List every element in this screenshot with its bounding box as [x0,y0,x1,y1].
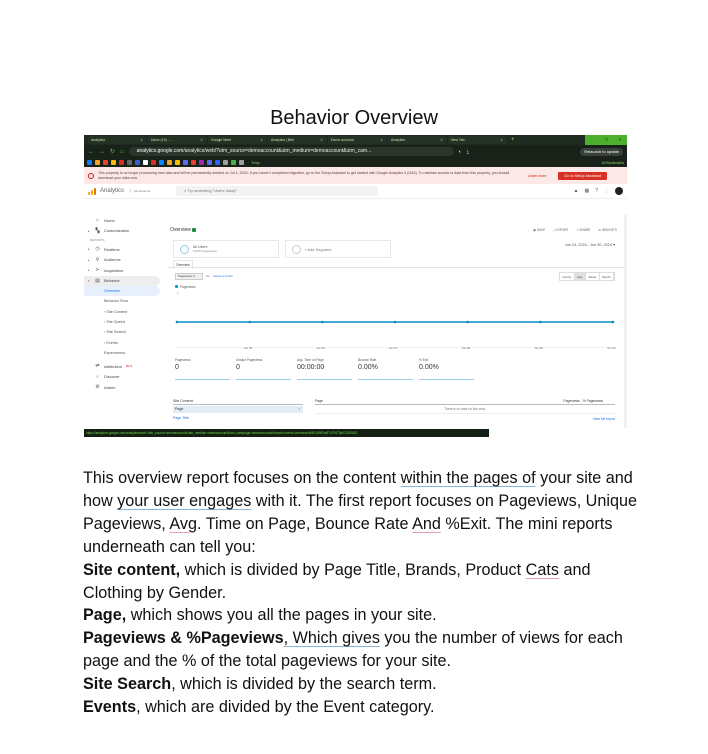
clock-icon: ◷ [95,246,100,253]
expand-icon: ▸ [88,228,90,233]
data-point[interactable] [321,321,324,324]
beta-badge: BETA [126,364,133,368]
kpi-card[interactable] [175,358,230,380]
x-tick-label: Jun 27 [389,346,398,350]
grammar-underline: , Which gives [283,629,380,648]
col-pct-pageviews[interactable]: % Pageviews [582,399,603,403]
text: you the number of views for each page and the % of the total pageviews for your site. [83,629,623,671]
expand-icon: › [104,330,107,335]
expand-icon: › [104,340,107,345]
events-term: Events [83,698,137,717]
back-icon[interactable]: ← [88,148,94,155]
apps-grid-icon[interactable]: ▦ [584,188,590,194]
close-tab-icon[interactable]: ✕ [320,138,323,142]
expand-icon: › [104,309,107,314]
vs-label: vs. [206,274,210,278]
reports-heading: REPORTS [90,238,105,242]
x-tick-label: Jun 25 [243,346,253,350]
bookmark-icon[interactable] [175,160,180,165]
sidebar-item-discover[interactable] [84,372,164,383]
sidebar-subitem-overview[interactable]: Overview [84,286,160,296]
close-tab-icon[interactable]: ✕ [200,138,203,142]
sidebar-label: Attribution [104,363,123,369]
app-name: Analytics [100,188,125,194]
report-toolbar [533,228,617,232]
sidebar-label: Admin [104,384,116,390]
tab-title: New Tab [451,138,465,142]
kpi-value: 00:00:00 [297,364,325,371]
add-segment-ring-icon [292,245,301,254]
browser-tab[interactable] [148,136,206,144]
lightbulb-icon: ♁ [95,373,100,380]
close-window-button[interactable]: ✕ [613,135,627,145]
maximize-button[interactable]: ❐ [599,135,613,145]
metric-select-value: Pageviews [178,274,193,278]
expand-icon: › [104,320,107,325]
attribution-icon: ⇄ [95,363,100,370]
spelling-underline: Avg [169,514,197,533]
kpi-row [175,358,474,380]
status-bar-url: https://analytics.google.com/analytics/web/?utm_source=demoaccount&utm_medium=demoaccount&utm_campaign=demoaccount#/report/content-overview/a54516992w87479473p92320582/ [84,429,489,437]
search-placeholder: Try searching "Users today" [187,188,237,193]
browser-tab-bar [84,135,627,145]
data-point[interactable] [539,321,542,324]
close-tab-icon[interactable]: ✕ [500,138,503,142]
report-main [168,215,627,428]
legend-dot [175,285,178,288]
granularity-month[interactable]: Month [600,273,614,280]
bookmark-icon[interactable] [103,160,108,165]
sidebar-label: Home [104,217,115,223]
notifications-icon[interactable]: ▲ [573,188,579,194]
data-point[interactable] [176,321,179,324]
page-title-text: Overview [170,227,191,233]
page-term: Page, [83,606,127,625]
text: , which are divided by the Event category. [136,698,435,717]
grammar-underline: your user engages [117,491,252,510]
tab-title: Google Meet [211,138,232,142]
kpi-value: 0.00% [358,364,378,371]
save-button[interactable]: ▣ SAVE [533,228,546,232]
browser-toolbar [84,145,627,158]
page-title-link[interactable]: Page Title [173,416,189,420]
close-tab-icon[interactable]: ✕ [380,138,383,142]
account-selector[interactable]: All accounts [130,189,150,193]
browser-tab[interactable] [268,136,326,144]
new-tab-button[interactable]: + [511,137,515,143]
gear-icon: ⚙ [95,384,100,391]
kpi-card[interactable] [419,358,474,380]
insights-label: INSIGHTS [601,228,617,232]
bookmark-icon[interactable] [191,160,196,165]
sidebar-item-home[interactable] [84,215,164,226]
bookmark-icon[interactable] [151,160,156,165]
sidebar-item-behavior[interactable] [84,276,160,287]
site-content-page-option[interactable] [173,406,303,413]
chevron-down-icon: ▾ [613,243,615,247]
site-search-term: Site Search [83,675,172,694]
kpi-card[interactable] [297,358,352,380]
tab-title: Inbox (19) - ... [151,138,173,142]
sidebar-subitem-site-content[interactable] [84,307,164,317]
acquisition-icon: ≻ [95,267,100,274]
granularity-week[interactable]: Week [586,273,600,280]
bookmark-icon[interactable] [95,160,100,165]
bookmark-icon[interactable] [239,160,244,165]
description-paragraph [83,467,643,719]
search-icon: ⌕ [184,188,188,193]
banner-message: This property is no longer processing new data and will be permanently deleted on Jul 1, 2024. If you haven't completed migration, go to the Setup Assistant to get started with Google Analytics 4 (GA4). To maintain access to data from this property, you should download your data now. [98,170,510,180]
sidebar-label: Site Search [106,330,126,335]
x-tick-label: Jun 28 [461,346,471,350]
metric-select[interactable]: Pageviews ▾ [175,273,203,280]
site-content-heading: Site Content [173,399,303,405]
chart-legend [175,285,195,289]
document-title: Behavior Overview [270,107,438,129]
sidebar-label: Site Content [106,309,128,314]
sidebar-subitem-site-search[interactable] [84,327,164,337]
tab-title: Analytics | Beh [271,138,295,142]
dashboard-icon: ▚ [95,227,100,234]
grammar-underline: within the pages of [400,469,536,487]
sidebar-subitem-events[interactable] [84,337,164,347]
granularity-hourly[interactable]: Hourly [560,273,575,280]
chevron-right-icon: › [298,407,300,411]
analytics-screenshot [84,135,627,437]
bookmark-icon[interactable] [223,160,228,165]
pageviews-line-chart [175,295,615,327]
sidebar-item-admin[interactable] [84,382,164,393]
text: This overview report focuses on the content [83,469,401,487]
kpi-value: 0 [175,364,179,371]
kpi-label: % Exit [419,358,429,362]
kpi-value: 0.00% [419,364,439,371]
kpi-card[interactable] [236,358,291,380]
bookmark-icon[interactable] [231,160,236,165]
bookmark-folder[interactable]: Temp [251,160,260,165]
sidebar-label: Customization [104,228,130,234]
select-metric-link[interactable]: Select a metric [213,274,233,278]
learn-more-link[interactable]: Learn more [528,173,547,178]
bookmark-icon[interactable] [199,160,204,165]
browser-tab[interactable] [388,136,446,144]
table-header [315,399,615,405]
segment-name: All Users [193,245,208,249]
tab-divider [168,267,627,268]
kpi-card[interactable] [358,358,413,380]
kpi-label: Unique Pageviews [236,358,263,362]
relaunch-button[interactable]: Relaunch to update [580,148,623,156]
tab-overview[interactable]: Overview [173,260,193,269]
extensions-icon[interactable]: ◐ [458,148,462,155]
legend-label: Pageviews [180,285,196,289]
browser-tab[interactable] [208,136,266,144]
spelling-underline: Cats [525,560,559,579]
bookmark-icon[interactable] [87,160,92,165]
analytics-header [84,184,627,199]
kpi-label: Pageviews [175,358,191,362]
col-pageviews[interactable]: Pageviews [563,399,580,403]
close-tab-icon[interactable]: ✕ [440,138,443,142]
analytics-logo-icon [88,188,96,195]
date-range-picker[interactable] [565,242,615,247]
add-segment-button[interactable] [285,240,391,258]
close-tab-icon[interactable]: ✕ [140,138,143,142]
sidebar-item-customization[interactable] [84,226,164,237]
deprecation-banner [84,167,627,184]
site-content-term: Site content, [83,560,181,579]
search-input[interactable] [176,186,378,196]
sidebar-subitem-behavior-flow[interactable]: Behavior Flow [104,299,129,304]
kpi-value: 0 [236,364,240,371]
sidebar-label: Realtime [104,246,120,252]
browser-tab[interactable] [448,136,506,144]
bookmark-icon[interactable] [183,160,188,165]
collapse-icon: ▾ [88,278,90,283]
expand-icon: ▸ [88,268,90,273]
window-controls [585,135,627,145]
expand-icon: ▸ [88,247,90,252]
text: . Time on Page, Bounce Rate [197,514,413,533]
text: , which is divided by the search term. [171,675,437,694]
kpi-label: Avg. Time on Page [297,358,324,362]
text: which is divided by Page Title, Brands, Product [180,560,526,579]
add-segment-label: + Add Segment [304,246,332,252]
sidebar-label: Acquisition [104,267,124,273]
page-title [170,227,196,233]
data-point[interactable] [466,321,469,324]
scrollbar[interactable] [624,215,627,428]
share-label: SHARE [579,228,591,232]
bookmark-icon[interactable] [207,160,212,165]
empty-table-message: There is no data for this view. [315,407,615,414]
tab-title: Analytics [91,138,106,142]
sidebar-item-audience[interactable] [84,255,164,266]
bookmark-icon[interactable] [119,160,124,165]
segment-ring-icon [180,245,189,254]
site-content-selected: Page [175,407,184,411]
insights-button[interactable]: ⊛ INSIGHTS [598,228,617,232]
browser-tab[interactable] [88,136,146,144]
sidebar-subitem-experiments[interactable]: Experiments [104,350,126,355]
sidebar-item-acquisition[interactable] [84,265,164,276]
data-point[interactable] [248,321,251,324]
export-label: EXPORT [555,228,569,232]
col-page[interactable]: Page [315,399,323,403]
sidebar-label: Events [106,340,118,345]
bookmark-icon[interactable] [111,160,116,165]
sidebar-subitem-site-speed[interactable] [84,317,164,327]
bookmark-icon[interactable] [143,160,148,165]
setup-assistant-button[interactable]: Go to Setup Assistant [558,172,607,180]
text: your site and how [83,469,633,510]
sidebar-label: Behavior [104,278,120,284]
more-vert-icon[interactable]: ⋮ [604,188,609,194]
date-range-text: Jun 24, 2024 - Jun 30, 2024 [564,243,613,247]
browser-tab[interactable] [328,136,386,144]
x-tick-label: Jun 26 [316,346,325,350]
home-icon[interactable]: ⌂ [120,148,124,155]
sidebar-item-realtime[interactable] [84,244,164,255]
bookmark-icon[interactable] [167,160,172,165]
avatar[interactable] [615,187,623,195]
sidebar-item-attribution[interactable] [84,361,164,372]
url-host: analytics.google.com [136,148,184,154]
tab-title: Demo account [331,138,354,142]
reload-icon[interactable]: ↻ [110,149,116,155]
sidebar-label: Audience [104,257,121,263]
help-icon[interactable]: ? [595,188,598,194]
data-point[interactable] [394,321,397,324]
export-button[interactable]: ⤓ EXPORT [553,228,569,232]
save-label: SAVE [537,228,546,232]
sidebar-label: Discover [104,374,120,380]
data-point[interactable] [612,321,615,324]
verified-icon [192,228,196,232]
granularity-day[interactable]: Day [575,273,586,280]
text: which shows you all the pages in your site. [126,606,437,625]
close-tab-icon[interactable]: ✕ [260,138,263,142]
bookmark-icon[interactable] [159,160,164,165]
all-bookmarks[interactable]: All Bookmarks [601,160,624,165]
home-icon: ⌂ [95,217,100,224]
pageviews-term: Pageviews & %Pageviews [83,629,284,648]
download-icon[interactable]: ⤓ [466,148,469,155]
bookmark-icon[interactable] [215,160,220,165]
x-tick-label: Jun 30 [607,346,616,350]
share-button[interactable]: < SHARE [576,228,591,232]
spelling-underline: And [412,514,441,533]
kpi-label: Bounce Rate [358,358,377,362]
bookmarks-bar [84,158,627,167]
x-tick-label: Jun 29 [534,346,543,350]
bookmark-icon[interactable] [135,160,140,165]
tab-title: Analytics [391,138,406,142]
forward-icon[interactable]: → [99,148,105,155]
sidebar-label: Site Speed [106,320,125,325]
segment-sub: 0.00% Pageviews [193,249,217,253]
text: %Exit. The mini reports underneath can tell you: [83,514,613,556]
address-bar[interactable] [129,147,454,156]
sidebar [84,215,164,428]
minimize-button[interactable]: – [585,135,599,145]
view-full-report-link[interactable]: View full report [592,417,615,421]
text: and Clothing by Gender. [83,560,591,602]
bookmark-icon[interactable] [127,160,132,165]
y-axis-max-label: 1 [177,291,179,295]
text: with it. The first report focuses on Pageviews, Unique Pageviews, [83,491,637,533]
behavior-icon: ▤ [95,277,100,284]
granularity-toggle [559,272,615,281]
warning-icon: ! [88,173,94,179]
expand-icon: ▸ [88,257,90,262]
segment-all-users[interactable] [173,240,279,258]
url-path: /analytics/web/?utm_source=demoaccount&utm_medium=demoaccount&utm_cam... [183,148,372,154]
person-icon: ⚲ [95,256,100,263]
